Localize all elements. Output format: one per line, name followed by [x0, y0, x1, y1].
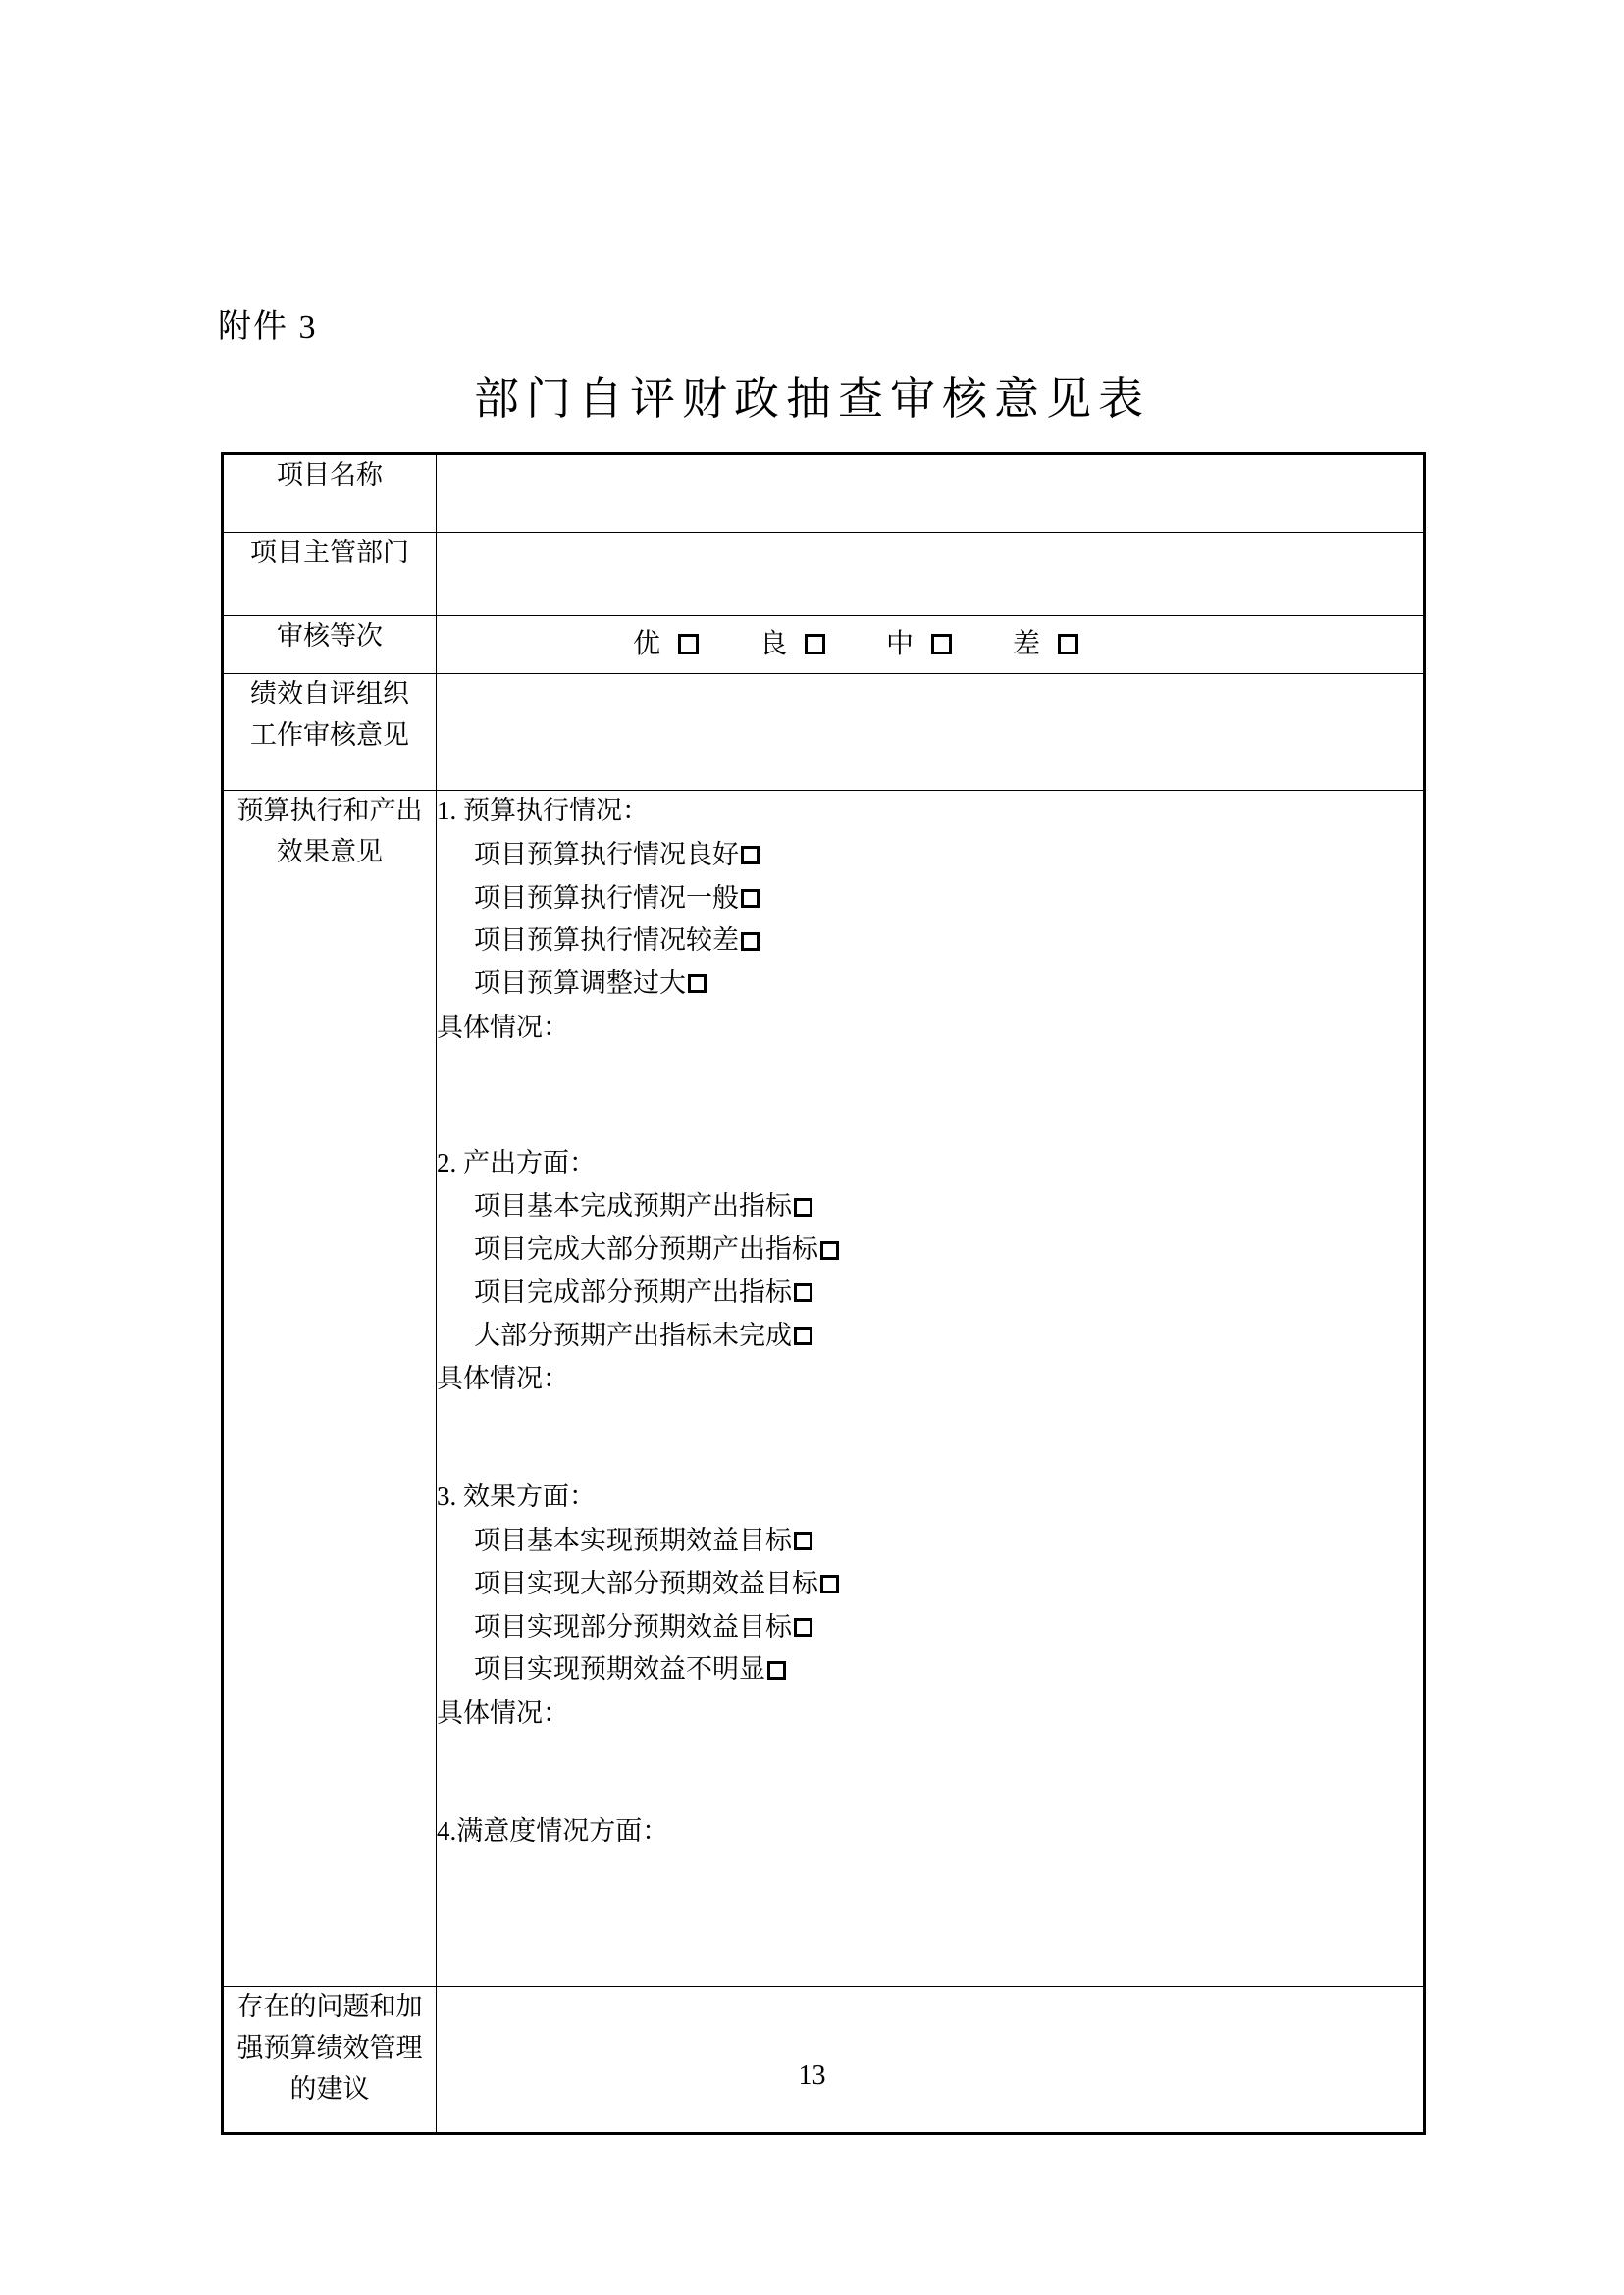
- checkbox-icon[interactable]: [1058, 634, 1078, 654]
- section-2-number: 2.: [437, 1147, 457, 1177]
- section-2-option-2[interactable]: [437, 1228, 1423, 1272]
- section-2-detail-input[interactable]: [437, 1400, 1423, 1477]
- section-1-option-1[interactable]: [437, 834, 1423, 877]
- section-3-option-3[interactable]: [437, 1606, 1423, 1649]
- checkbox-icon[interactable]: [794, 1198, 812, 1217]
- section-4-detail-input[interactable]: [437, 1854, 1423, 1972]
- table-row-review-grade: [223, 616, 1425, 674]
- section-2-option-3-label: 项目完成部分预期产出指标: [474, 1277, 792, 1307]
- section-effect: [437, 1477, 1423, 1811]
- section-3-detail-label: 具体情况：: [437, 1698, 569, 1729]
- section-1-heading: [437, 791, 1423, 832]
- section-2-title: 产出方面：: [463, 1147, 596, 1177]
- section-2-option-3[interactable]: [437, 1272, 1423, 1315]
- checkbox-icon[interactable]: [678, 634, 699, 654]
- section-1-option-1-label: 项目预算执行情况良好: [474, 839, 739, 869]
- checkbox-icon[interactable]: [767, 1661, 786, 1680]
- grade-option-medium-label: 中: [886, 629, 917, 660]
- grade-option-good-label: 良: [760, 629, 790, 660]
- attachment-label: 附件 3: [218, 309, 318, 345]
- section-3-detail-input[interactable]: [437, 1735, 1423, 1811]
- section-4-number: 4.: [437, 1815, 457, 1846]
- section-3-title: 效果方面：: [463, 1482, 596, 1512]
- table-row-self-eval-organization: [223, 674, 1425, 791]
- section-1-option-4[interactable]: [437, 963, 1423, 1006]
- section-1-title: 预算执行情况：: [463, 796, 649, 825]
- table-row-project-name: [223, 454, 1425, 533]
- label-self-eval-organization-line1: 绩效自评组织: [250, 679, 409, 708]
- label-budget-output-opinion: [223, 791, 437, 1987]
- input-project-name[interactable]: [437, 454, 1425, 533]
- grade-option-poor-label: 差: [1013, 629, 1043, 660]
- grade-option-good[interactable]: [760, 623, 825, 665]
- section-3-option-2[interactable]: [437, 1563, 1423, 1606]
- section-3-number: 3.: [437, 1482, 457, 1512]
- checkbox-icon[interactable]: [794, 1283, 812, 1302]
- label-project-name: 项目名称: [223, 454, 437, 533]
- section-2-option-4[interactable]: [437, 1315, 1423, 1358]
- section-1-number: 1.: [437, 796, 457, 825]
- checkbox-icon[interactable]: [741, 889, 760, 908]
- section-4-heading: [437, 1811, 1423, 1852]
- input-project-department[interactable]: [437, 533, 1425, 616]
- section-2-heading: [437, 1143, 1423, 1184]
- section-satisfaction: [437, 1811, 1423, 1986]
- section-1-option-2[interactable]: [437, 877, 1423, 920]
- section-3-option-4-label: 项目实现预期效益不明显: [474, 1654, 765, 1685]
- section-2-option-4-label: 大部分预期产出指标未完成: [474, 1320, 792, 1350]
- checkbox-icon[interactable]: [805, 634, 825, 654]
- label-review-grade: 审核等次: [223, 616, 437, 674]
- section-2-option-1[interactable]: [437, 1185, 1423, 1228]
- checkbox-icon[interactable]: [820, 1575, 839, 1593]
- input-self-eval-organization[interactable]: [437, 674, 1425, 791]
- checkbox-icon[interactable]: [794, 1618, 812, 1637]
- label-budget-output-opinion-line1: 预算执行和产出: [236, 796, 423, 825]
- label-problems-suggestions-line1: 存在的问题和加: [236, 1991, 423, 2021]
- section-2-option-1-label: 项目基本完成预期产出指标: [474, 1191, 792, 1222]
- label-project-department: 项目主管部门: [223, 533, 437, 616]
- page-number: 13: [798, 2060, 826, 2091]
- table-row-budget-output-opinion: [223, 791, 1425, 1987]
- label-budget-output-opinion-line2: 效果意见: [277, 836, 383, 866]
- checkbox-icon[interactable]: [794, 1532, 812, 1550]
- review-grade-options: [437, 616, 1425, 674]
- section-3-option-4[interactable]: [437, 1648, 1423, 1692]
- label-self-eval-organization-line2: 工作审核意见: [250, 719, 409, 750]
- section-1-option-3[interactable]: [437, 919, 1423, 963]
- section-3-option-3-label: 项目实现部分预期效益目标: [474, 1611, 792, 1642]
- section-1-option-2-label: 项目预算执行情况一般: [474, 882, 739, 913]
- checkbox-icon[interactable]: [741, 846, 760, 864]
- budget-output-sections: [437, 791, 1425, 1987]
- section-output: [437, 1143, 1423, 1478]
- table-row-project-department: [223, 533, 1425, 616]
- grade-option-excellent[interactable]: [633, 623, 699, 665]
- checkbox-icon[interactable]: [820, 1241, 839, 1260]
- grade-option-excellent-label: 优: [633, 629, 663, 660]
- section-3-heading: [437, 1477, 1423, 1518]
- review-opinion-form: [221, 452, 1426, 2135]
- section-4-title: 满意度情况方面：: [456, 1815, 669, 1846]
- grade-option-medium[interactable]: [886, 623, 952, 665]
- section-3-option-1-label: 项目基本实现预期效益目标: [474, 1526, 792, 1556]
- section-2-option-2-label: 项目完成大部分预期产出指标: [474, 1234, 818, 1265]
- label-problems-suggestions-line3: 的建议: [289, 2073, 370, 2104]
- checkbox-icon[interactable]: [794, 1327, 812, 1345]
- checkbox-icon[interactable]: [931, 634, 952, 654]
- section-1-detail-label: 具体情况：: [437, 1012, 569, 1042]
- checkbox-icon[interactable]: [688, 974, 707, 993]
- section-1-detail-input[interactable]: [437, 1049, 1423, 1143]
- section-2-detail-label: 具体情况：: [437, 1364, 569, 1394]
- section-budget-execution: [437, 791, 1423, 1143]
- section-1-option-3-label: 项目预算执行情况较差: [474, 925, 739, 956]
- label-self-eval-organization: [223, 674, 437, 791]
- grade-option-poor[interactable]: [1013, 623, 1078, 665]
- section-3-option-2-label: 项目实现大部分预期效益目标: [474, 1568, 818, 1598]
- section-1-option-4-label: 项目预算调整过大: [474, 968, 686, 999]
- section-3-option-1[interactable]: [437, 1520, 1423, 1563]
- page-title: 部门自评财政抽查审核意见表: [474, 374, 1150, 424]
- label-problems-suggestions-line2: 强预算绩效管理: [236, 2032, 423, 2062]
- checkbox-icon[interactable]: [741, 932, 760, 951]
